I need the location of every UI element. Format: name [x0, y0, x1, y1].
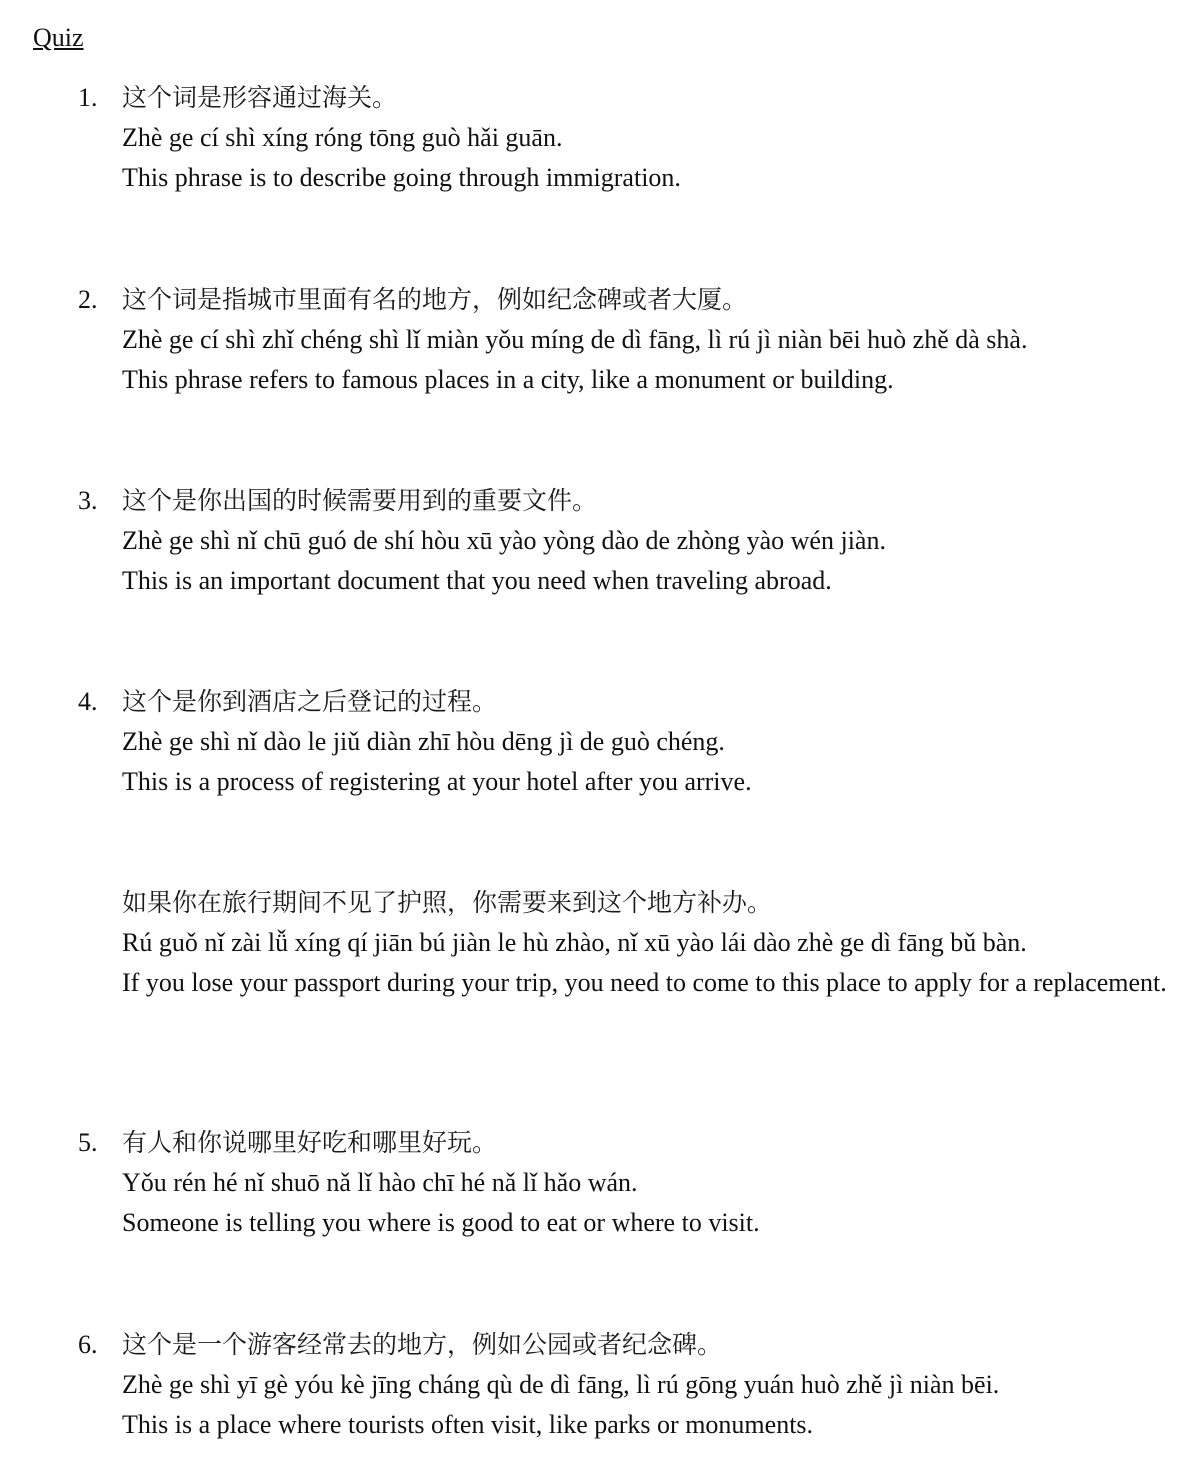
item-number: 3.: [78, 486, 98, 515]
chinese-text: 这个是你出国的时候需要用到的重要文件。: [122, 486, 598, 515]
english-text: This is a place where tourists often visit, like parks or monuments.: [122, 1410, 814, 1439]
item-number: 4.: [78, 687, 98, 716]
chinese-text: 这个词是形容通过海关。: [122, 83, 398, 112]
item-number: 2.: [78, 285, 98, 314]
chinese-text: 这个是一个游客经常去的地方，例如公园或者纪念碑。: [122, 1330, 723, 1359]
chinese-text: 如果你在旅行期间不见了护照，你需要来到这个地方补办。: [122, 888, 773, 917]
pinyin-text: Yǒu rén hé nǐ shuō nǎ lǐ hào chī hé nǎ lǐ hǎo wán.: [122, 1168, 638, 1197]
english-text: If you lose your passport during your trip, you need to come to this place to apply for a replacement.: [122, 968, 1167, 997]
pinyin-text: Zhè ge shì nǐ dào le jiǔ diàn zhī hòu dēng jì de guò chéng.: [122, 727, 725, 756]
pinyin-text: Zhè ge cí shì zhǐ chéng shì lǐ miàn yǒu míng de dì fāng, lì rú jì niàn bēi huò zhě dà shà.: [122, 325, 1028, 354]
chinese-text: 这个是你到酒店之后登记的过程。: [122, 687, 498, 716]
quiz-title: Quiz: [33, 23, 84, 52]
english-text: This phrase refers to famous places in a city, like a monument or building.: [122, 365, 894, 394]
item-number: 1.: [78, 83, 98, 112]
chinese-text: 有人和你说哪里好吃和哪里好玩。: [122, 1128, 498, 1157]
pinyin-text: Zhè ge shì yī gè yóu kè jīng cháng qù de dì fāng, lì rú gōng yuán huò zhě jì niàn bēi.: [122, 1370, 1000, 1399]
item-number: 6.: [78, 1330, 98, 1359]
english-text: Someone is telling you where is good to eat or where to visit.: [122, 1208, 760, 1237]
chinese-text: 这个词是指城市里面有名的地方，例如纪念碑或者大厦。: [122, 285, 748, 314]
item-number: 5.: [78, 1128, 98, 1157]
english-text: This is an important document that you need when traveling abroad.: [122, 566, 832, 595]
pinyin-text: Zhè ge cí shì xíng róng tōng guò hǎi guān.: [122, 123, 563, 152]
english-text: This is a process of registering at your hotel after you arrive.: [122, 767, 752, 796]
english-text: This phrase is to describe going through immigration.: [122, 163, 681, 192]
pinyin-text: Rú guǒ nǐ zài lǚ xíng qí jiān bú jiàn le hù zhào, nǐ xū yào lái dào zhè ge dì fāng bǔ bàn.: [122, 928, 1027, 957]
pinyin-text: Zhè ge shì nǐ chū guó de shí hòu xū yào yòng dào de zhòng yào wén jiàn.: [122, 526, 886, 555]
